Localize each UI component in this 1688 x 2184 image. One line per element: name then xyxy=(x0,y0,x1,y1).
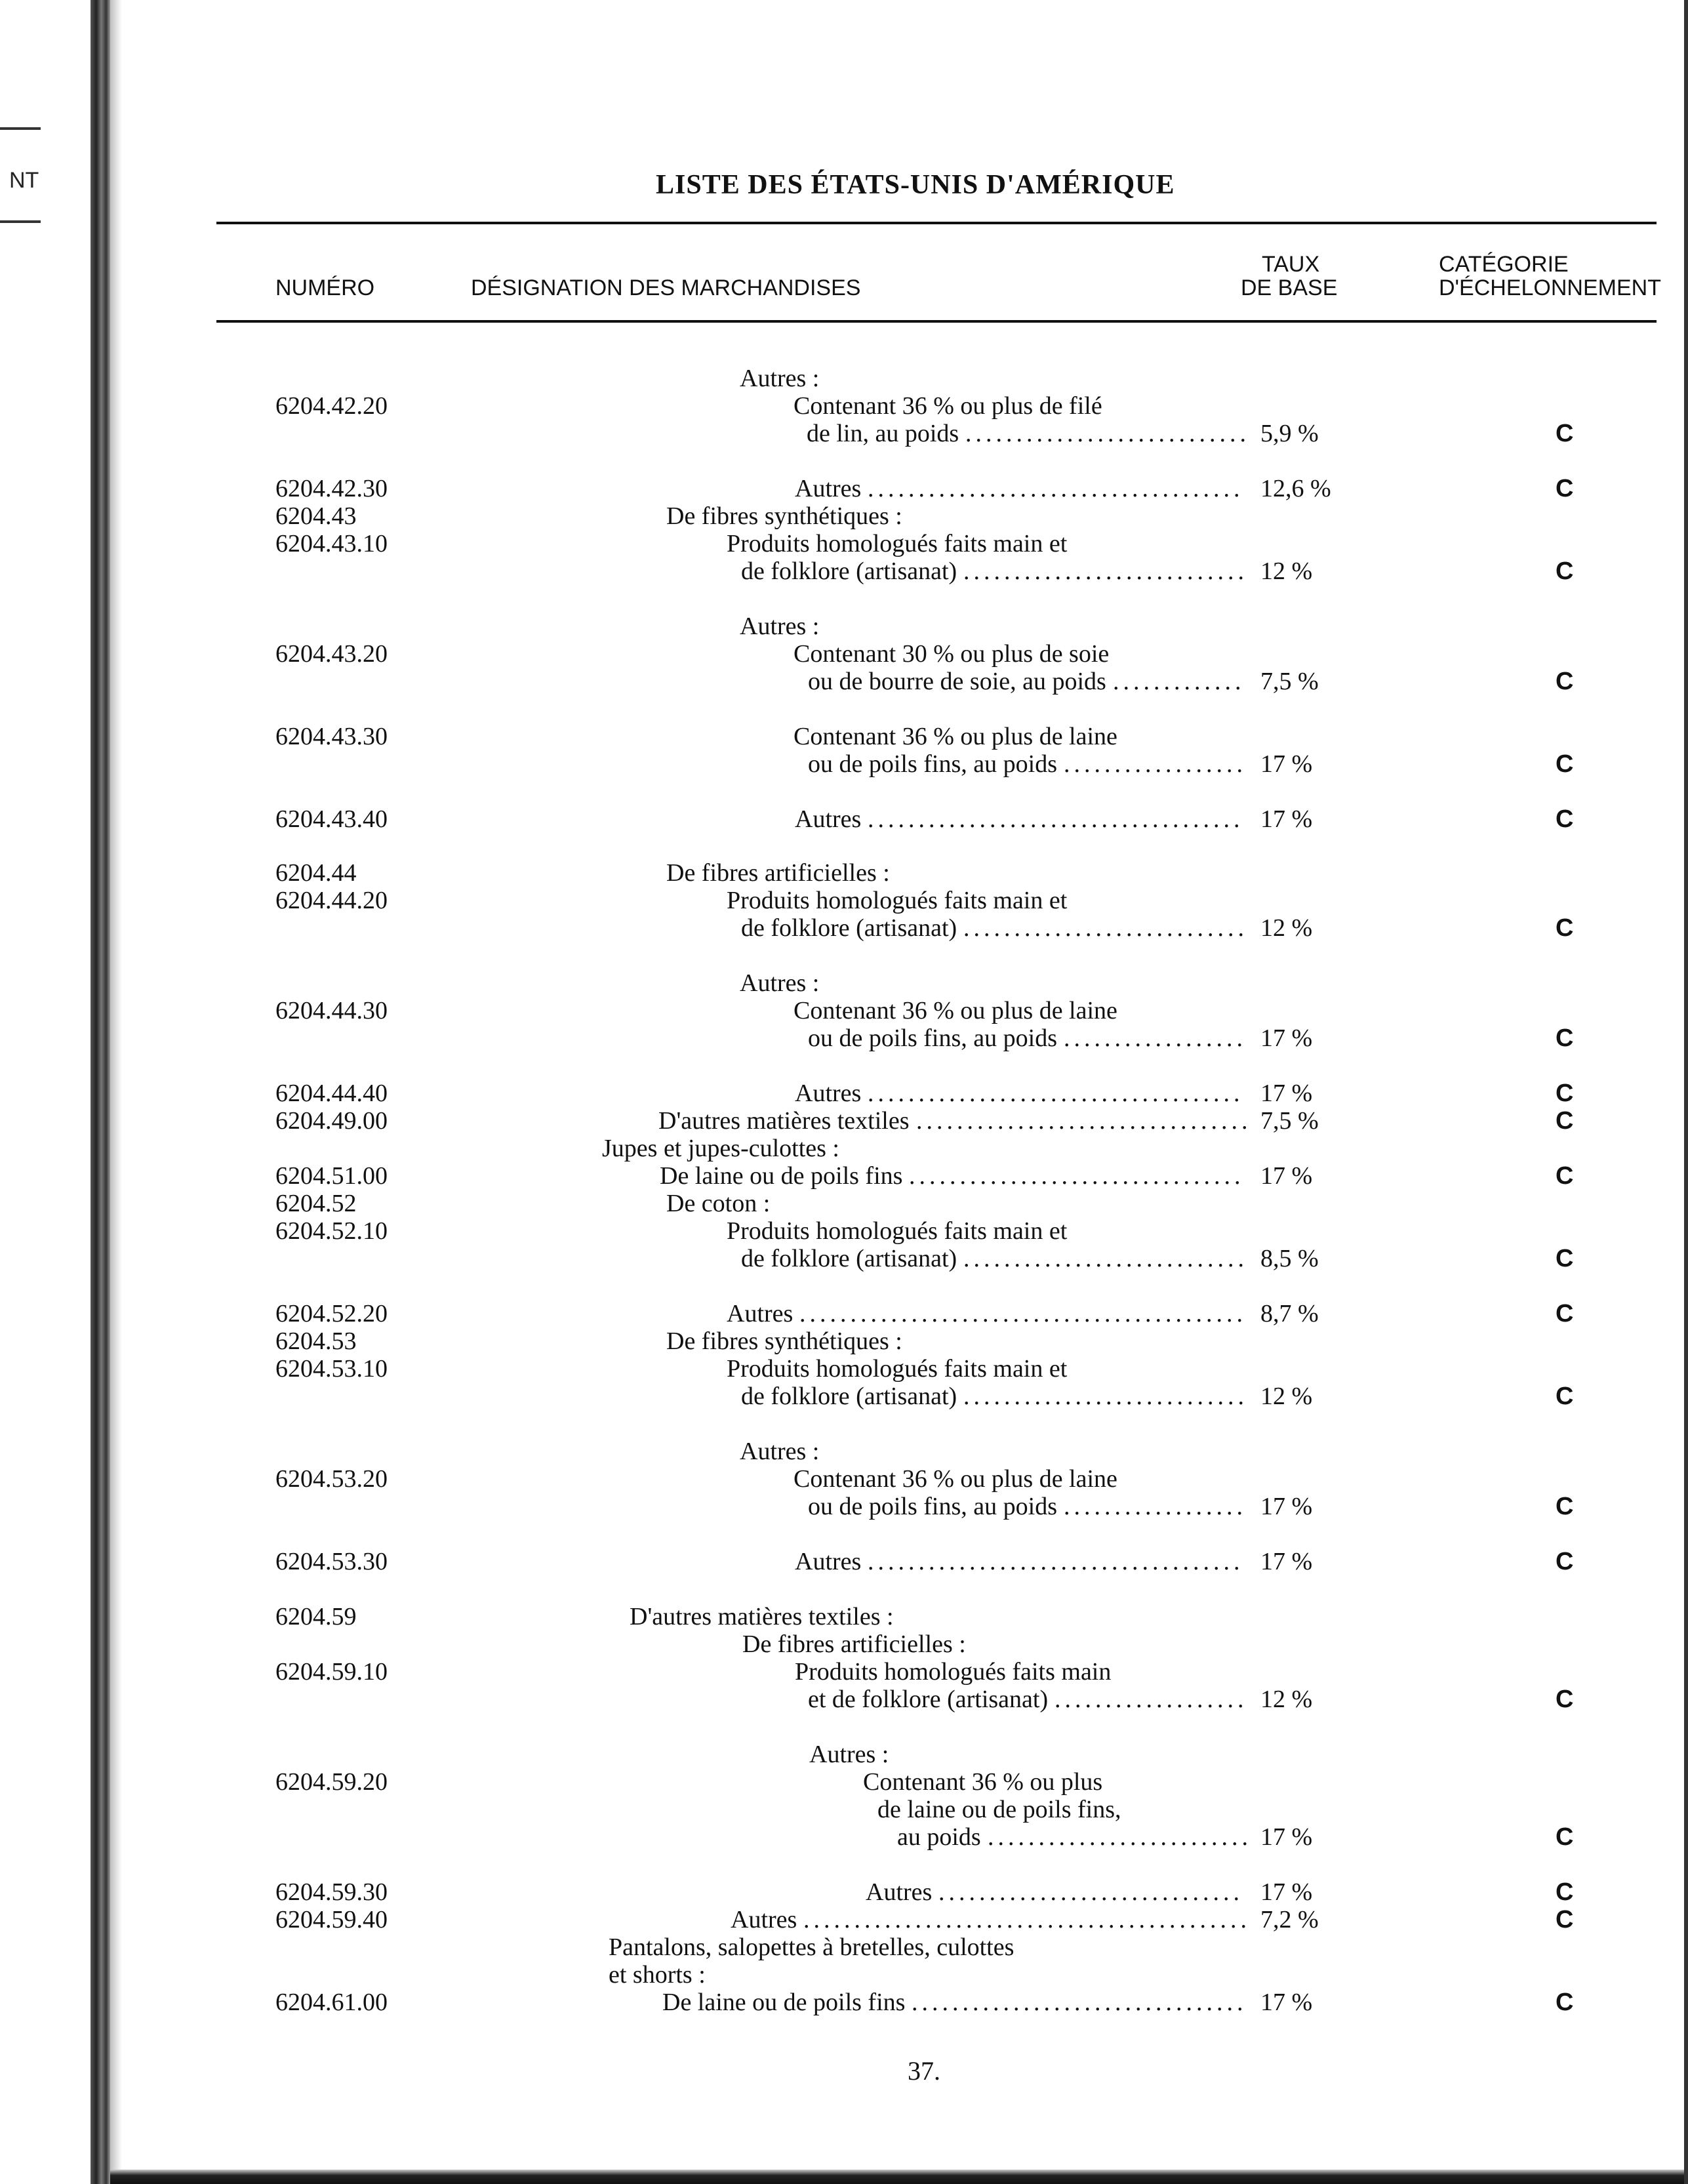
goods-description: Autres : xyxy=(740,1438,820,1465)
table-row xyxy=(0,1823,1688,1851)
table-row xyxy=(0,1933,1688,1961)
base-rate: 7,2 % xyxy=(1260,1906,1319,1933)
staging-category: C xyxy=(1556,914,1574,942)
table-row xyxy=(0,1383,1688,1410)
base-rate: 5,9 % xyxy=(1260,420,1319,447)
staging-category: C xyxy=(1556,805,1574,833)
goods-description: de folklore (artisanat) xyxy=(741,1383,957,1410)
dot-leader: ............................................ xyxy=(799,1300,1247,1327)
goods-description: Pantalons, salopettes à bretelles, culottes xyxy=(609,1933,1015,1961)
page-number: 37. xyxy=(908,2056,940,2086)
dot-leader: ............................ xyxy=(963,557,1248,585)
base-rate: 12,6 % xyxy=(1260,475,1331,502)
goods-description: Contenant 36 % ou plus de laine xyxy=(794,723,1117,750)
column-header-designation: DÉSIGNATION DES MARCHANDISES xyxy=(471,275,861,300)
table-row xyxy=(0,997,1688,1024)
staging-category: C xyxy=(1556,420,1574,447)
tariff-number: 6204.43.10 xyxy=(275,530,388,557)
goods-description: De fibres synthétiques : xyxy=(666,1327,902,1355)
column-header-numero: NUMÉRO xyxy=(275,275,375,300)
dot-leader: .................. xyxy=(1064,1024,1247,1052)
staging-category: C xyxy=(1556,1024,1574,1052)
base-rate: 17 % xyxy=(1260,805,1313,833)
tariff-number: 6204.49.00 xyxy=(275,1107,388,1135)
dot-leader: .................. xyxy=(1064,1493,1247,1520)
goods-description: Autres : xyxy=(740,613,820,640)
dot-leader: .......................... xyxy=(988,1823,1252,1851)
table-row xyxy=(0,668,1688,695)
goods-description: De fibres artificielles : xyxy=(666,859,890,887)
tariff-number: 6204.43.40 xyxy=(275,805,388,833)
dot-leader: ..................................... xyxy=(868,1080,1244,1107)
goods-description: D'autres matières textiles : xyxy=(630,1603,894,1630)
table-row xyxy=(0,1217,1688,1245)
tariff-number: 6204.52.10 xyxy=(275,1217,388,1245)
base-rate: 17 % xyxy=(1260,1878,1313,1906)
tariff-number: 6204.59.30 xyxy=(275,1878,388,1906)
page-title: LISTE DES ÉTATS-UNIS D'AMÉRIQUE xyxy=(656,170,1175,200)
goods-description: Autres xyxy=(795,475,862,502)
table-row xyxy=(0,1630,1688,1658)
dot-leader: .............................. xyxy=(938,1878,1243,1906)
table-row xyxy=(0,1300,1688,1327)
goods-description: et shorts : xyxy=(609,1961,706,1989)
tariff-number: 6204.53.10 xyxy=(275,1355,388,1383)
tariff-number: 6204.44.40 xyxy=(275,1080,388,1107)
tariff-number: 6204.43.30 xyxy=(275,723,388,750)
table-row xyxy=(0,969,1688,997)
table-row xyxy=(0,1548,1688,1575)
table-row xyxy=(0,750,1688,778)
goods-description: De coton : xyxy=(666,1190,771,1217)
staging-category: C xyxy=(1556,1989,1574,2016)
margin-text-fragment: NT xyxy=(9,168,39,193)
column-header-taux-line2: DE BASE xyxy=(1241,275,1338,300)
staging-category: C xyxy=(1556,668,1574,695)
table-row xyxy=(0,557,1688,585)
base-rate: 12 % xyxy=(1260,1383,1313,1410)
goods-description: ou de poils fins, au poids xyxy=(808,1493,1057,1520)
staging-category: C xyxy=(1556,1245,1574,1272)
table-row xyxy=(0,1162,1688,1190)
goods-description: Autres xyxy=(795,1080,862,1107)
base-rate: 17 % xyxy=(1260,750,1313,778)
goods-description: Jupes et jupes-culottes : xyxy=(602,1135,839,1162)
base-rate: 17 % xyxy=(1260,1024,1313,1052)
goods-description: Produits homologués faits main xyxy=(795,1658,1112,1686)
table-row xyxy=(0,1080,1688,1107)
header-rule-top xyxy=(216,222,1657,224)
goods-description: D'autres matières textiles xyxy=(658,1107,910,1135)
dot-leader: ..................................... xyxy=(868,475,1244,502)
staging-category: C xyxy=(1556,1300,1574,1327)
tariff-number: 6204.52 xyxy=(275,1190,357,1217)
goods-description: et de folklore (artisanat) xyxy=(808,1686,1049,1713)
dot-leader: ............................ xyxy=(965,420,1250,447)
goods-description: Contenant 36 % ou plus de laine xyxy=(794,997,1117,1024)
table-row xyxy=(0,1741,1688,1768)
goods-description: ou de bourre de soie, au poids xyxy=(808,668,1106,695)
tariff-number: 6204.59 xyxy=(275,1603,357,1630)
table-row xyxy=(0,1327,1688,1355)
staging-category: C xyxy=(1556,557,1574,585)
table-row xyxy=(0,1768,1688,1796)
tariff-number: 6204.52.20 xyxy=(275,1300,388,1327)
table-row xyxy=(0,502,1688,530)
table-row xyxy=(0,1796,1688,1823)
column-header-taux-line1: TAUX xyxy=(1262,252,1320,277)
tariff-number: 6204.59.20 xyxy=(275,1768,388,1796)
goods-description: De laine ou de poils fins xyxy=(662,1989,906,2016)
staging-category: C xyxy=(1556,1080,1574,1107)
goods-description: de folklore (artisanat) xyxy=(741,1245,957,1272)
base-rate: 8,5 % xyxy=(1260,1245,1319,1272)
dot-leader: ................... xyxy=(1055,1686,1248,1713)
base-rate: 17 % xyxy=(1260,1493,1313,1520)
staging-category: C xyxy=(1556,750,1574,778)
base-rate: 7,5 % xyxy=(1260,668,1319,695)
table-row xyxy=(0,914,1688,942)
goods-description: Contenant 36 % ou plus de filé xyxy=(794,392,1102,420)
column-header-categorie-line1: CATÉGORIE xyxy=(1439,252,1569,277)
goods-description: Autres : xyxy=(740,969,820,997)
staging-category: C xyxy=(1556,1493,1574,1520)
margin-rule-lower xyxy=(0,220,41,223)
goods-description: Produits homologués faits main et xyxy=(727,1217,1068,1245)
goods-description: De fibres artificielles : xyxy=(742,1630,966,1658)
goods-description: Autres xyxy=(727,1300,794,1327)
goods-description: de laine ou de poils fins, xyxy=(877,1796,1121,1823)
goods-description: Autres : xyxy=(809,1741,889,1768)
table-row xyxy=(0,723,1688,750)
table-row xyxy=(0,1438,1688,1465)
staging-category: C xyxy=(1556,475,1574,502)
table-row xyxy=(0,805,1688,833)
base-rate: 12 % xyxy=(1260,1686,1313,1713)
dot-leader: ............................................ xyxy=(803,1906,1251,1933)
staging-category: C xyxy=(1556,1383,1574,1410)
goods-description: Contenant 36 % ou plus xyxy=(863,1768,1103,1796)
table-row xyxy=(0,1989,1688,2016)
goods-description: ou de poils fins, au poids xyxy=(808,750,1057,778)
goods-description: Autres xyxy=(795,805,862,833)
goods-description: ou de poils fins, au poids xyxy=(808,1024,1057,1052)
tariff-number: 6204.59.10 xyxy=(275,1658,388,1686)
table-row xyxy=(0,1135,1688,1162)
dot-leader: ................................. xyxy=(909,1162,1245,1190)
goods-description: De fibres synthétiques : xyxy=(666,502,902,530)
base-rate: 7,5 % xyxy=(1260,1107,1319,1135)
goods-description: Contenant 36 % ou plus de laine xyxy=(794,1465,1117,1493)
base-rate: 17 % xyxy=(1260,1548,1313,1575)
tariff-number: 6204.43 xyxy=(275,502,357,530)
base-rate: 17 % xyxy=(1260,1162,1313,1190)
base-rate: 8,7 % xyxy=(1260,1300,1319,1327)
goods-description: Produits homologués faits main et xyxy=(727,1355,1068,1383)
tariff-number: 6204.44.20 xyxy=(275,887,388,914)
base-rate: 12 % xyxy=(1260,914,1313,942)
staging-category: C xyxy=(1556,1906,1574,1933)
staging-category: C xyxy=(1556,1878,1574,1906)
table-row xyxy=(0,420,1688,447)
goods-description: Contenant 30 % ou plus de soie xyxy=(794,640,1110,668)
tariff-number: 6204.59.40 xyxy=(275,1906,388,1933)
dot-leader: ............................ xyxy=(963,1383,1248,1410)
table-row xyxy=(0,1024,1688,1052)
base-rate: 17 % xyxy=(1260,1080,1313,1107)
goods-description: Autres : xyxy=(740,365,820,392)
tariff-number: 6204.61.00 xyxy=(275,1989,388,2016)
tariff-number: 6204.44 xyxy=(275,859,357,887)
dot-leader: ............................ xyxy=(963,1245,1248,1272)
tariff-number: 6204.53 xyxy=(275,1327,357,1355)
tariff-number: 6204.42.30 xyxy=(275,475,388,502)
goods-description: de folklore (artisanat) xyxy=(741,914,957,942)
goods-description: Autres xyxy=(866,1878,933,1906)
dot-leader: ............. xyxy=(1113,668,1245,695)
table-row xyxy=(0,1603,1688,1630)
tariff-number: 6204.44.30 xyxy=(275,997,388,1024)
header-rule-bottom xyxy=(216,320,1657,323)
table-row xyxy=(0,1686,1688,1713)
table-row xyxy=(0,1961,1688,1989)
column-header-categorie-line2: D'ÉCHELONNEMENT xyxy=(1439,275,1661,300)
table-row xyxy=(0,1906,1688,1933)
table-row xyxy=(0,1107,1688,1135)
margin-rule-upper xyxy=(0,127,41,130)
table-row xyxy=(0,1658,1688,1686)
base-rate: 17 % xyxy=(1260,1989,1313,2016)
goods-description: de lin, au poids xyxy=(807,420,959,447)
table-row xyxy=(0,613,1688,640)
table-row xyxy=(0,859,1688,887)
table-row xyxy=(0,640,1688,668)
goods-description: de folklore (artisanat) xyxy=(741,557,957,585)
staging-category: C xyxy=(1556,1823,1574,1851)
goods-description: De laine ou de poils fins xyxy=(660,1162,903,1190)
tariff-number: 6204.43.20 xyxy=(275,640,388,668)
dot-leader: ................................. xyxy=(916,1107,1252,1135)
table-row xyxy=(0,530,1688,557)
table-row xyxy=(0,1190,1688,1217)
table-row xyxy=(0,392,1688,420)
staging-category: C xyxy=(1556,1107,1574,1135)
base-rate: 12 % xyxy=(1260,557,1313,585)
staging-category: C xyxy=(1556,1686,1574,1713)
table-row xyxy=(0,1878,1688,1906)
goods-description: Autres xyxy=(731,1906,797,1933)
tariff-number: 6204.53.30 xyxy=(275,1548,388,1575)
dot-leader: ..................................... xyxy=(868,1548,1244,1575)
table-row xyxy=(0,1245,1688,1272)
tariff-number: 6204.51.00 xyxy=(275,1162,388,1190)
dot-leader: ............................ xyxy=(963,914,1248,942)
table-row xyxy=(0,1465,1688,1493)
dot-leader: .................. xyxy=(1064,750,1247,778)
goods-description: Autres xyxy=(795,1548,862,1575)
table-row xyxy=(0,1355,1688,1383)
page-bottom-edge xyxy=(110,2170,1688,2184)
table-row xyxy=(0,1493,1688,1520)
goods-description: au poids xyxy=(897,1823,981,1851)
goods-description: Produits homologués faits main et xyxy=(727,887,1068,914)
dot-leader: ................................. xyxy=(912,1989,1247,2016)
tariff-number: 6204.53.20 xyxy=(275,1465,388,1493)
staging-category: C xyxy=(1556,1548,1574,1575)
staging-category: C xyxy=(1556,1162,1574,1190)
table-row xyxy=(0,887,1688,914)
goods-description: Produits homologués faits main et xyxy=(727,530,1068,557)
tariff-number: 6204.42.20 xyxy=(275,392,388,420)
table-row xyxy=(0,365,1688,392)
base-rate: 17 % xyxy=(1260,1823,1313,1851)
table-row xyxy=(0,475,1688,502)
dot-leader: ..................................... xyxy=(868,805,1244,833)
